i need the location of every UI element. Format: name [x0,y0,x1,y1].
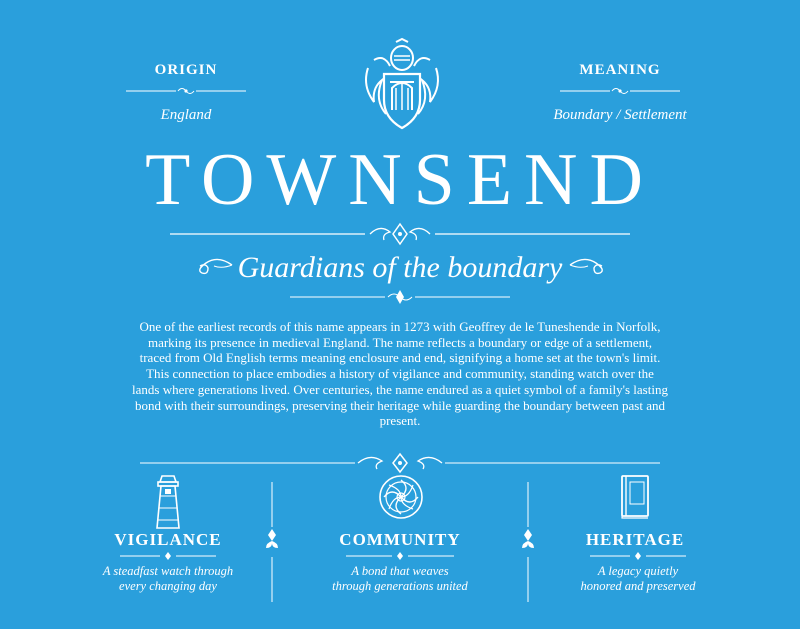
virtue-desc-heritage-2: honored and preserved [580,579,696,593]
column-divider-right [518,482,538,602]
heritage-divider [590,551,686,561]
virtue-desc-vigilance-1: A steadfast watch through [102,564,234,578]
section-divider [140,450,660,476]
surname-description: One of the earliest records of this name appears in 1273 with Geoffrey de le Tuneshende in Norfolk, marking its presence in medieval England. The name reflects a boundary or edge of a settlement, traced from Old English terms meaning enclosure and end, signifying a home set at the town's limit. This connection to place embodies a history of vigilance and community, standing watch over the lands where generations lived. Over centuries, the name endured as a quiet symbol of a family's lasting bond with their surroundings, preserving their heritage while guarding the boundary between past and present. [132,319,668,429]
meaning-value: Boundary / Settlement [553,107,687,123]
virtue-desc-community-2: through generations united [332,579,468,593]
meaning-divider [560,85,680,97]
origin-label: ORIGIN [154,62,218,78]
vigilance-divider [120,551,216,561]
tagline: Guardians of the boundary [237,251,563,284]
origin-divider [126,85,246,97]
origin-value: England [160,107,212,123]
knot-medallion-icon [378,474,424,520]
virtue-title-vigilance: VIGILANCE [114,530,222,549]
tagline-flourish-right [568,255,612,275]
virtue-desc-heritage-1: A legacy quietly [597,564,679,578]
column-divider-left [262,482,282,602]
virtue-desc-community-1: A bond that weaves [351,564,449,578]
title-divider [170,221,630,247]
meaning-label: MEANING [579,62,661,78]
book-icon [618,474,652,520]
community-divider [346,551,454,561]
virtue-desc-vigilance-2: every changing day [119,579,217,593]
virtue-title-community: COMMUNITY [339,530,461,549]
surname-title: TOWNSEND [145,139,655,221]
watchtower-icon [150,474,186,530]
virtue-title-heritage: HERITAGE [585,530,685,549]
tagline-divider [290,289,510,305]
coat-of-arms-icon [360,38,444,134]
